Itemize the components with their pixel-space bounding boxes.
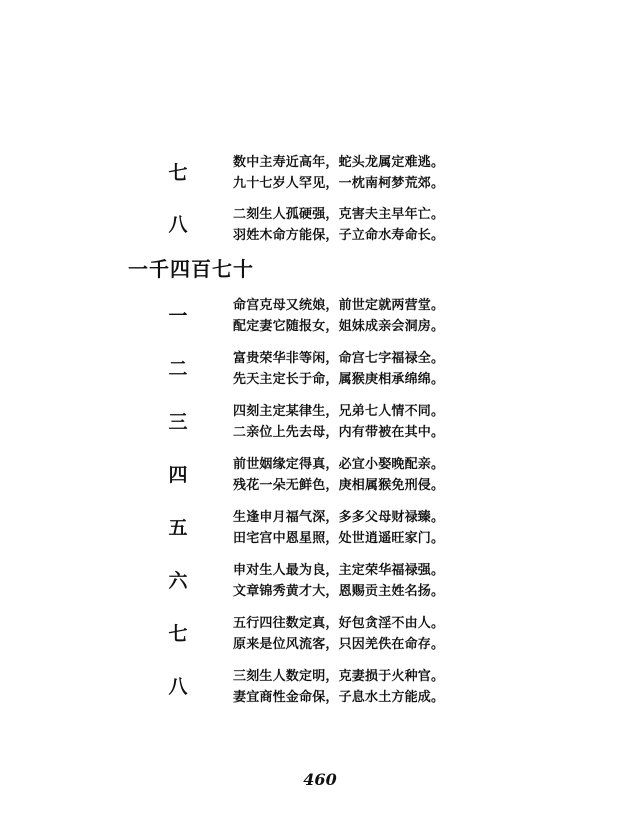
verse-line: 九十七岁人罕见，一枕南柯梦荒郊。: [233, 176, 445, 191]
verse-entry-2: [0, 346, 640, 392]
verse-line: 申对生人最为良，主定荣华福禄强。: [233, 563, 445, 578]
verse-entry-top-8: [0, 202, 640, 248]
verse-lines: [233, 295, 493, 337]
verse-lines: [233, 204, 493, 246]
verse-line: 数中主寿近高年，蛇头龙属定难逃。: [233, 155, 445, 170]
verse-entry-7: [0, 611, 640, 657]
verse-entry-4: [0, 452, 640, 498]
verse-line: 原来是位风流客，只因羌佚在命存。: [233, 637, 445, 652]
verse-number: 七: [168, 162, 188, 184]
verse-entry-3: [0, 399, 640, 445]
verse-number: 六: [168, 570, 188, 592]
verse-line: 田宅宫中恩星照，处世逍遥旺家门。: [233, 531, 445, 546]
verse-entry-6: [0, 558, 640, 604]
verse-line: 生逢申月福气深，多多父母财禄臻。: [233, 510, 445, 525]
verse-line: 妻宜商性金命保，子息水土方能成。: [233, 690, 445, 705]
verse-line: 五行四往数定真，好包贪淫不由人。: [233, 616, 445, 631]
verse-line: 四刻主定某律生，兄弟七人情不同。: [233, 404, 445, 419]
verse-number: 五: [168, 517, 188, 539]
verse-entry-top-7: [0, 150, 640, 196]
verse-lines: [233, 401, 493, 443]
verse-number: 四: [168, 464, 188, 486]
verse-lines: [233, 666, 493, 708]
verse-lines: [233, 348, 493, 390]
page-number: 460: [303, 770, 337, 789]
verse-lines: [233, 560, 493, 602]
verse-lines: [233, 613, 493, 655]
verse-line: 先天主定长于命，属猴庚相承绵绵。: [233, 372, 445, 387]
verse-lines: [233, 454, 493, 496]
verse-line: 富贵荣华非等闲，命宫七字福禄全。: [233, 351, 445, 366]
verse-entry-5: [0, 505, 640, 551]
verse-entry-1: [0, 293, 640, 339]
verse-number: 八: [168, 214, 188, 236]
verse-number: 八: [168, 676, 188, 698]
verse-line: 羽姓木命方能保，子立命水寿命长。: [233, 228, 445, 243]
verse-line: 前世姻缘定得真，必宜小娶晚配亲。: [233, 457, 445, 472]
verse-number: 三: [168, 411, 188, 433]
verse-number: 七: [168, 623, 188, 645]
verse-line: 配定妻它随报女，姐妹成亲会洞房。: [233, 319, 445, 334]
section-heading: 一千四百七十: [128, 257, 254, 281]
verse-line: 命宫克母又统娘，前世定就两营堂。: [233, 298, 445, 313]
verse-line: 二刻生人孤硬强，克害夫主早年亡。: [233, 207, 445, 222]
verse-number: 一: [168, 305, 188, 327]
verse-line: 文章锦秀黄才大，恩赐贡主姓名扬。: [233, 584, 445, 599]
verse-entry-8: [0, 664, 640, 710]
verse-line: 残花一朵无鲜色，庚相属猴免刑侵。: [233, 478, 445, 493]
verse-lines: [233, 507, 493, 549]
verse-lines: [233, 152, 493, 194]
verse-number: 二: [168, 358, 188, 380]
verse-line: 三刻生人数定明，克妻损于火种官。: [233, 669, 445, 684]
verse-line: 二亲位上先去母，内有带被在其中。: [233, 425, 445, 440]
